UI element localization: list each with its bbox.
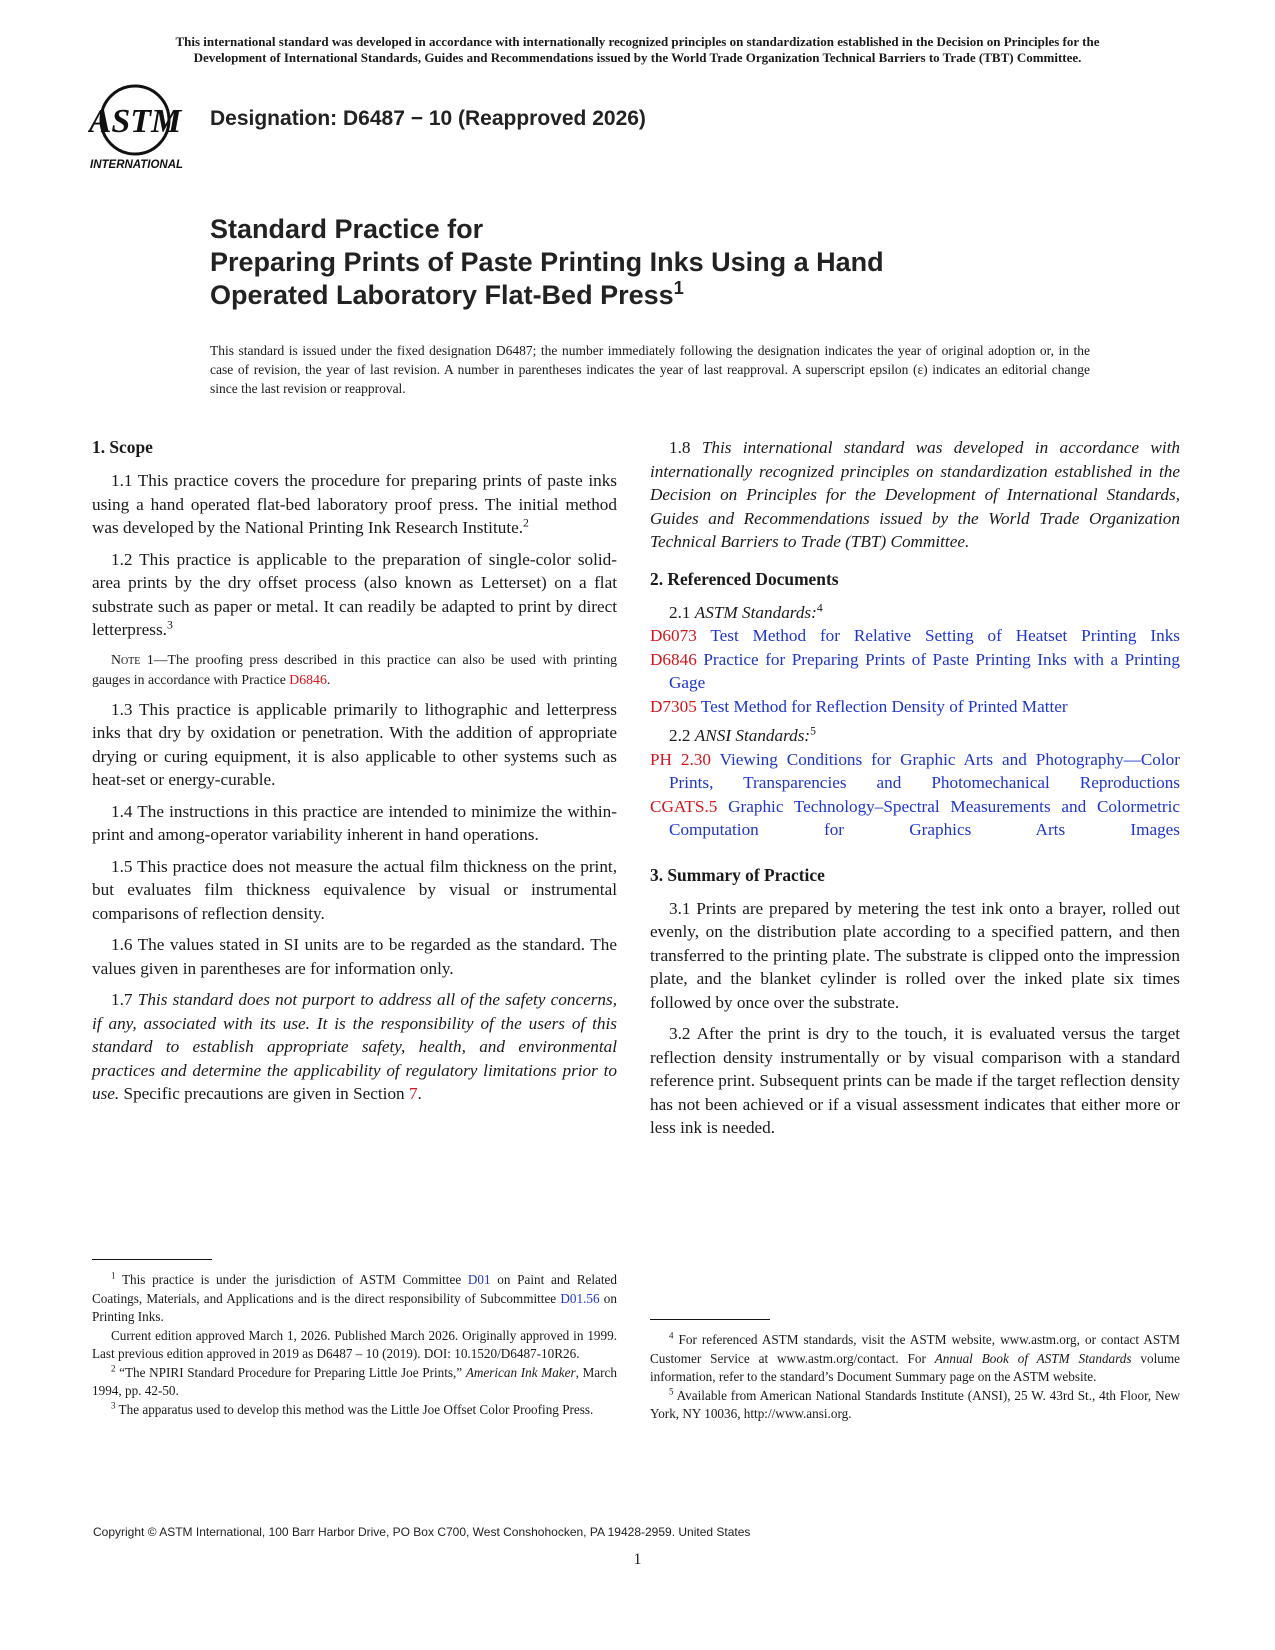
paragraph-3-1: 3.1 Prints are prepared by metering the test ink onto a brayer, rolled out evenly, on the distribution plate according to a specified pattern, and then transferred to the printing plate. The substrate is clipped onto the impression plate, and the blanket cylinder is rolled over the inked plate six times followed by once over the substrate.	[650, 898, 1180, 1012]
left-column	[92, 436, 617, 1114]
paragraph-1-7: 1.7 This standard does not purport to address all of the safety concerns, if any, associated with its use. It is the responsibility of the users of this standard to establish appropriate safety, health, and environmental practices and determine the applicability of regulatory limitations prior to use. Specific precautions are given in Section 7.	[92, 990, 618, 1103]
designation: Designation: D6487 − 10 (Reapproved 2026)	[210, 107, 646, 130]
astm-logo	[88, 84, 196, 174]
paragraph-1-1: 1.1 This practice covers the procedure for preparing prints of paste inks using a hand operated flat-bed laboratory proof press. The initial method was developed by the National Printing Ink Research Institute.$^2$	[92, 471, 617, 537]
title-line3: Operated Laboratory Flat-Bed Press$^1$	[210, 277, 684, 310]
link-d01[interactable]: D01	[467, 1272, 491, 1287]
reference-cgats-5[interactable]: CGATS.5 Graphic Technology–Spectral Measurements and Colormetric Computation for Graphics Arts Images	[650, 796, 1180, 839]
footnote-rule-left	[92, 1259, 212, 1260]
footnote-1: $^1$ This practice is under the jurisdiction of ASTM Committee D01 on Paint and Related Coatings, Materials, and Applications and is the direct responsibility of Subcommittee D01.56 on Printing Inks.	[92, 1270, 618, 1324]
top-notice-line1: This international standard was developed in accordance with internationally recognized principles on standardization established in the Decision on Principles for the	[175, 34, 1100, 49]
paragraph-1-4: 1.4 The instructions in this practice are intended to minimize the within-print and among-operator variability inherent in hand operations.	[92, 801, 617, 844]
top-notice-line2: Development of International Standards, Guides and Recommendations issued by the World Trade Organization Technical Barriers to Trade (TBT) Committee.	[193, 50, 1082, 65]
footnote-4: $^4$ For referenced ASTM standards, visit the ASTM website, www.astm.org, or contact ASTM Customer Service at www.astm.org/contact. For Annual Book of ASTM Standards volume information, refer to the standard’s Document Summary page on the ASTM website.	[650, 1330, 1181, 1384]
footnote-5: $^5$ Available from American National Standards Institute (ANSI), 25 W. 43rd St., 4th Floor, New York, NY 10036, http://www.ansi.org.	[650, 1386, 1181, 1421]
footnote-1-edition: Current edition approved March 1, 2026. Published March 2026. Originally approved in 1999. Last previous edition approved in 2019 as D6487 – 10 (2019). DOI: 10.1520/D6487-10R26.	[92, 1327, 617, 1361]
note-1: Note 1—The proofing press described in this practice can also be used with printing gauges in accordance with Practice D6846.	[92, 651, 618, 687]
reference-d6846[interactable]: D6846 Practice for Preparing Prints of Paste Printing Inks with a Printing Gage	[650, 649, 1180, 692]
paragraph-3-2: 3.2 After the print is dry to the touch, it is evaluated versus the target reflection density instrumentally or by visual comparison with a standard reference print. Subsequent prints can be made if the target reflection density has not been achieved or if a visual assessment indicates that either more or less ink is needed.	[650, 1024, 1180, 1137]
reference-d6073[interactable]: D6073 Test Method for Relative Setting of Heatset Printing Inks	[650, 626, 1180, 645]
right-column	[650, 436, 1180, 1148]
title-line2: Preparing Prints of Paste Printing Inks Using a Hand	[210, 247, 884, 277]
footnotes-right	[650, 1331, 1180, 1424]
ansi-standards-label: 2.2 ANSI Standards:$^5$	[669, 724, 817, 745]
reference-d7305[interactable]: D7305 Test Method for Reflection Density of Printed Matter	[650, 696, 1068, 716]
footnote-3: $^3$ The apparatus used to develop this method was the Little Joe Offset Color Proofing Press.	[111, 1400, 594, 1417]
top-notice	[60, 34, 1215, 66]
paragraph-1-2: 1.2 This practice is applicable to the preparation of single-color solid-area prints by the dry offset process (also known as Letterset) on a flat substrate such as paper or metal. It can readily be adapted to print by direct letterpress.$^3$	[92, 549, 617, 639]
section-heading-scope: 1. Scope	[92, 437, 153, 457]
section-heading-referenced-documents: 2. Referenced Documents	[650, 568, 839, 589]
document-title	[210, 213, 1170, 312]
copyright-line: Copyright © ASTM International, 100 Barr Harbor Drive, PO Box C700, West Conshohocken, PA 19428-2959. United States	[93, 1525, 751, 1539]
footnote-2: $^2$ “The NPIRI Standard Procedure for Preparing Little Joe Prints,” American Ink Maker, March 1994, pp. 42-50.	[92, 1363, 618, 1398]
title-footnote-mark: 1	[673, 277, 684, 298]
logo-text: INTERNATIONAL	[90, 159, 184, 171]
page-number: 1	[633, 1551, 642, 1568]
issue-note: This standard is issued under the fixed designation D6487; the number immediately following the designation indicates the year of original adoption or, in the case of revision, the year of last revision. A number in parentheses indicates the year of last reapproval. A superscript epsilon (ε) indicates an editorial change since the last revision or reapproval.	[210, 343, 1090, 396]
link-d01-56[interactable]: D01.56	[560, 1290, 600, 1306]
footnotes-left	[92, 1271, 617, 1419]
paragraph-1-6: 1.6 The values stated in SI units are to be regarded as the standard. The values given in parentheses are for information only.	[92, 935, 617, 978]
reference-ph-2-30[interactable]: PH 2.30 Viewing Conditions for Graphic Arts and Photography—Color Prints, Transparencies and Photomechanical Reproductions	[650, 749, 1180, 792]
paragraph-1-8: 1.8 This international standard was developed in accordance with internationally recognized principles on standardization established in the Decision on Principles for the Development of International Standards, Guides and Recommendations issued by the World Trade Organization Technical Barriers to Trade (TBT) Committee.	[650, 438, 1180, 551]
link-section-7[interactable]: 7	[408, 1084, 418, 1103]
link-d6846[interactable]: D6846	[289, 671, 327, 687]
logo-letters: ASTM	[88, 103, 182, 140]
section-heading-summary: 3. Summary of Practice	[650, 864, 825, 885]
paragraph-1-5: 1.5 This practice does not measure the actual film thickness on the print, but evaluates film thickness equivalence by visual or instrumental comparisons of reflection density.	[92, 856, 617, 923]
paragraph-1-3: 1.3 This practice is applicable primarily to lithographic and letterpress inks that dry by oxidation or penetration. With the addition of appropriate drying or curing equipment, it is also applicable to other systems such as heat-set or energy-curable.	[92, 699, 617, 789]
footnote-rule-right	[650, 1319, 770, 1320]
astm-standards-label: 2.1 ASTM Standards:$^4$	[669, 600, 823, 622]
title-line1: Standard Practice for	[210, 214, 484, 244]
